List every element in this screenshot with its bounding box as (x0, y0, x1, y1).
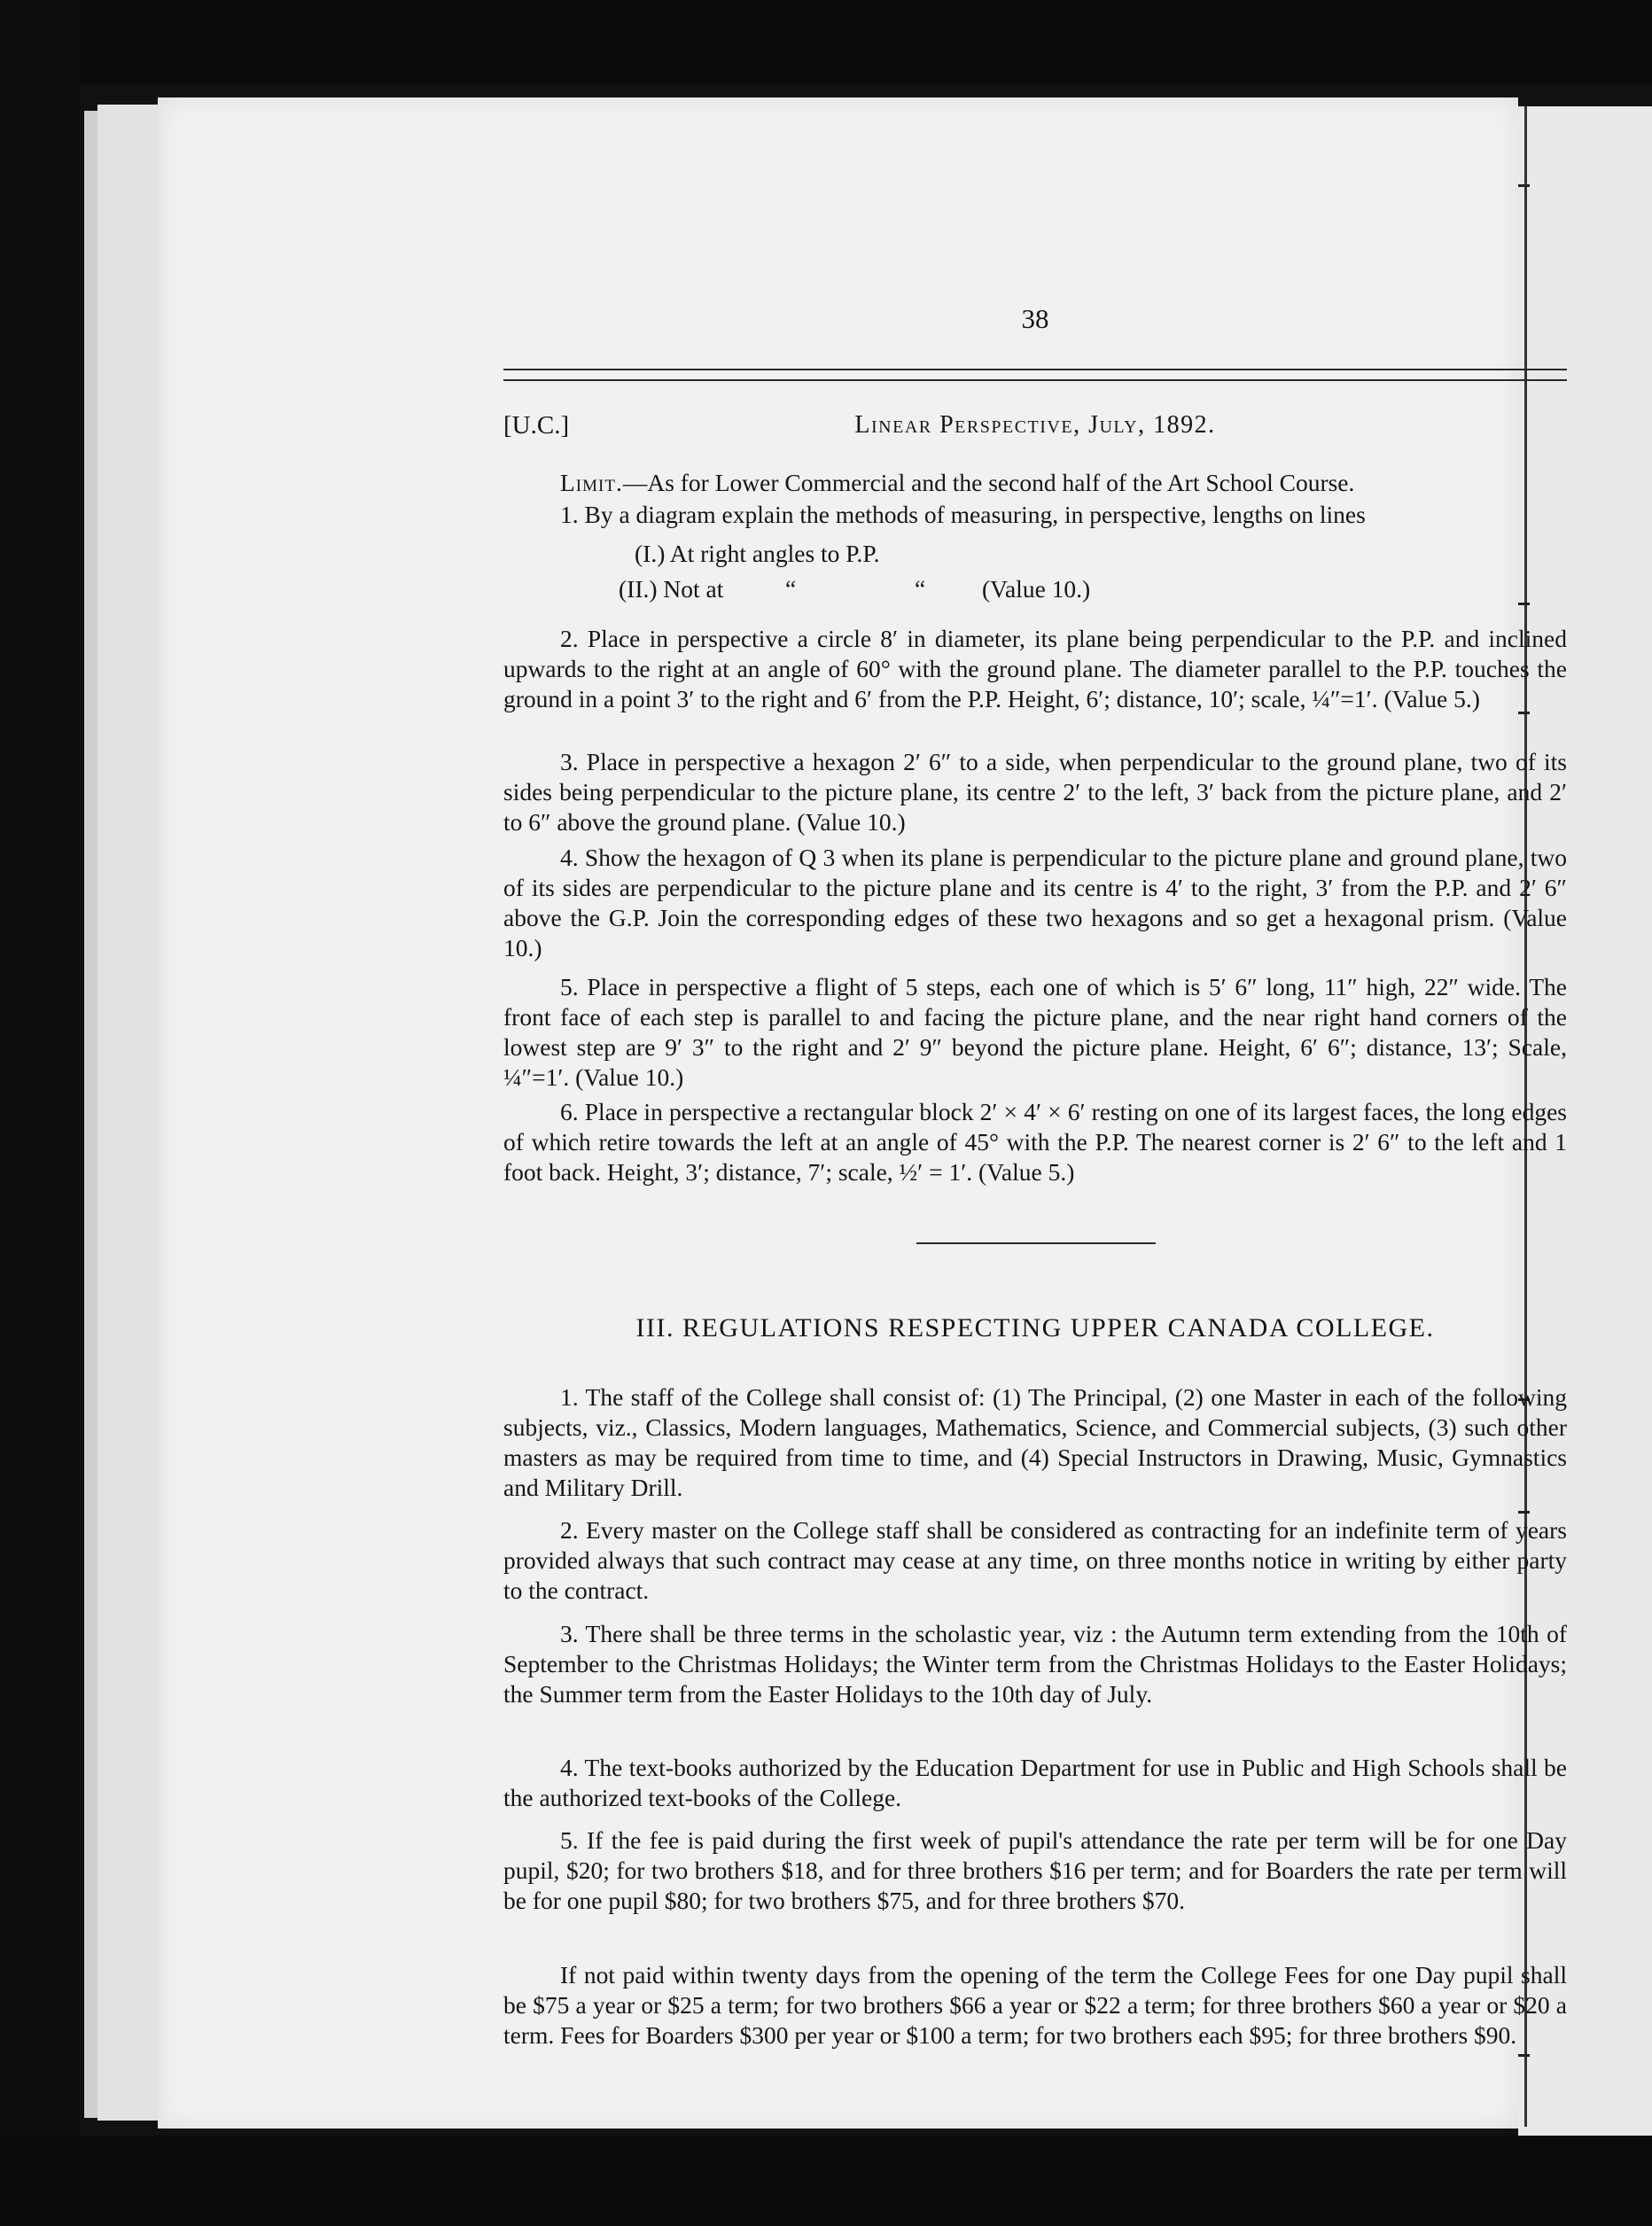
question-1: 1. By a diagram explain the methods of measuring, in perspective, lengths on lines (560, 501, 1366, 528)
ditto-mark: “ (785, 575, 797, 603)
page-number: 38 (1021, 303, 1049, 334)
regulation-1: 1. The staff of the College shall consist of: (1) The Principal, (2) one Master in each of the following subjects, viz., Classics, Modern languages, Mathematics, Science, and Commercial subjects, (3) such other masters as may be required from time to time, and (4) Special Instructors in Drawing, Music, Gymnastics and Military Drill. (503, 1383, 1567, 1501)
regulation-6: If not paid within twenty days from the opening of the term the College Fees for one Day pupil shall be $75 a year or $25 a term; for two brothers $66 a year or $22 a term; for three brothers $60 a year or $20 a term. Fees for Boarders $300 per year or $100 a term; for two brothers each $95; for three brothers $90. (503, 1961, 1567, 2049)
regulation-4: 4. The text-books authorized by the Education Department for use in Public and High Schools shall be the authorized text-books of the College. (503, 1754, 1567, 1811)
scan-background-bottom (0, 2136, 1652, 2226)
question-3: 3. Place in perspective a hexagon 2′ 6″ to a side, when perpendicular to the ground plane, two of its sides being perpendicular to the picture plane, its centre 2′ to the left, 3′ back from the picture plane, and 2′ to 6″ above the ground plane. (Value 10.) (503, 748, 1567, 836)
question-2: 2. Place in perspective a circle 8′ in diameter, its plane being perpendicular to the P.P. and inclined upwards to the right at an angle of 60° with the ground plane. The diameter parallel to the P.P. touches the ground in a point 3′ to the right and 6′ from the P.P. Height, 6′; distance, 10′; scale, ¼″=1′. (Value 5.) (503, 625, 1567, 712)
scan-background-left (0, 0, 80, 2226)
header-double-rule (503, 369, 1567, 381)
limit-text: —As for Lower Commercial and the second half of the Art School Course. (622, 469, 1355, 496)
regulation-3: 3. There shall be three terms in the scholastic year, viz : the Autumn term extending from the 10th of September to the Christmas Holidays; the Winter term from the Christmas Holidays to the Easter Holidays; the Summer term from the Easter Holidays to the 10th day of July. (503, 1620, 1567, 1708)
question-1-part-ii: (II.) Not at (619, 575, 724, 603)
ditto-mark: “ (915, 575, 926, 603)
limit-label: Limit. (560, 469, 623, 496)
section-divider (916, 1242, 1156, 1244)
scan-background-top (0, 0, 1652, 84)
question-4: 4. Show the hexagon of Q 3 when its plane is perpendicular to the picture plane and ground plane, two of its sides are perpendicular to the picture plane and its centre is 4′ to the right, 3′ from the P.P. and 2′ 6″ above the G.P. Join the corresponding edges of these two hexagons and so get a hexagonal prism. (Value 10.) (503, 844, 1567, 961)
section-tag: [U.C.] (503, 411, 570, 440)
question-6: 6. Place in perspective a rectangular block 2′ × 4′ × 6′ resting on one of its largest faces, the long edges of which retire towards the left at an angle of 45° with the P.P. The nearest corner is 2′ 6″ to the left and 1 foot back. Height, 3′; distance, 7′; scale, ½′ = 1′. (Value 5.) (503, 1098, 1567, 1186)
regulation-2: 2. Every master on the College staff shall be considered as contracting for an indefinite term of years provided always that such contract may cease at any time, on three months notice in writing by either party to the contract. (503, 1516, 1567, 1604)
regulations-heading: III. REGULATIONS RESPECTING UPPER CANADA COLLEGE. (635, 1313, 1435, 1343)
limit-paragraph (560, 468, 1567, 498)
exam-title: Linear Perspective, July, 1892. (854, 411, 1216, 439)
question-5: 5. Place in perspective a flight of 5 steps, each one of which is 5′ 6″ long, 11″ high, 22″ wide. The front face of each step is parallel to and facing the picture plane, and the near right hand corners of the lowest step are 9′ 3″ to the right and 2′ 9″ beyond the picture plane. Height, 6′ 6″; distance, 13′; Scale, ¼″=1′. (Value 10.) (503, 973, 1567, 1091)
document-page (158, 97, 1567, 2129)
regulation-5: 5. If the fee is paid during the first week of pupil's attendance the rate per term will be for one Day pupil, $20; for two brothers $18, and for three brothers $16 per term; and for Boarders the rate per term will be for one pupil $80; for two brothers $75, and for three brothers $70. (503, 1826, 1567, 1914)
question-1-value: (Value 10.) (982, 575, 1091, 603)
question-1-part-i: (I.) At right angles to P.P. (635, 540, 880, 567)
